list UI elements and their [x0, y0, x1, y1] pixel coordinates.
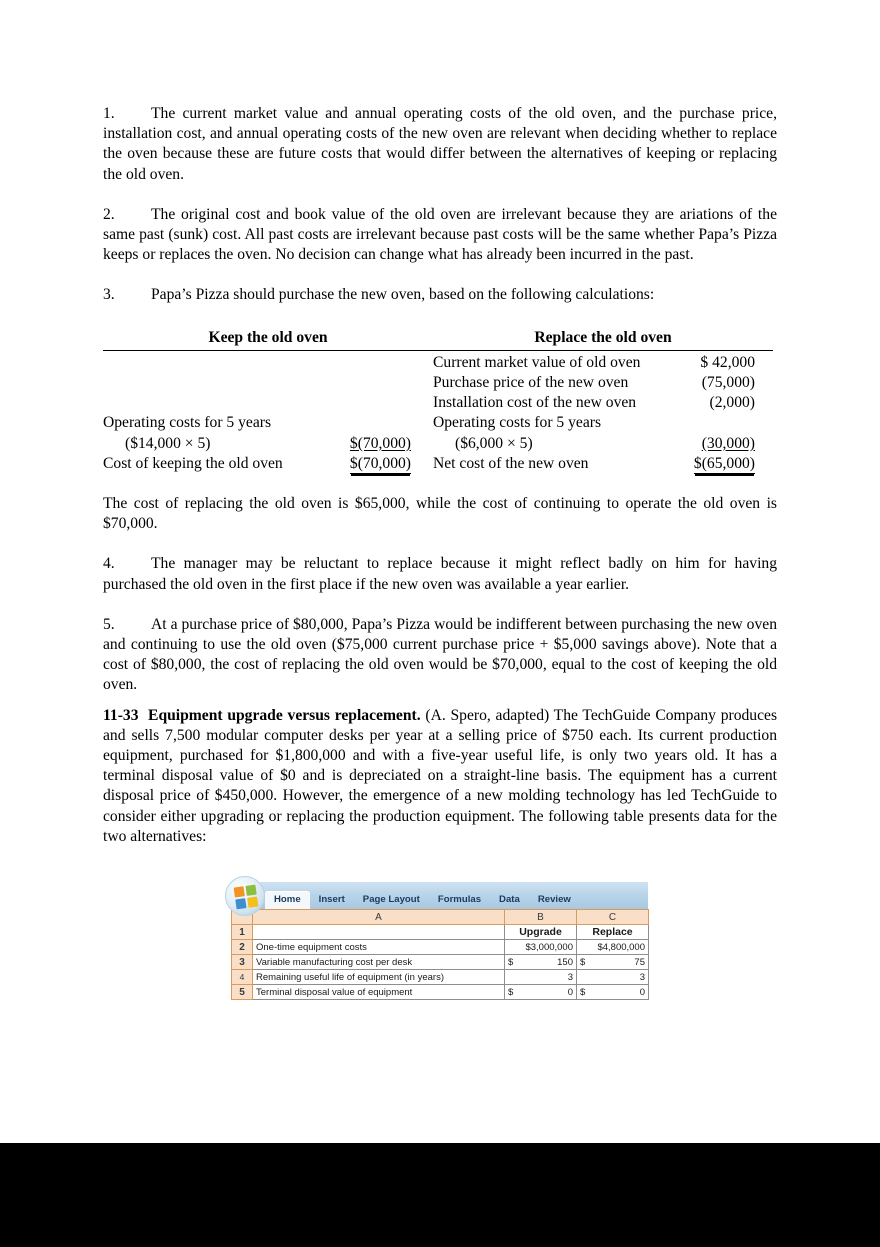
- summary-paragraph: The cost of replacing the old oven is $65,000, while the cost of continuing to operate the old oven is $70,000.: [103, 495, 777, 533]
- row-amount: $(70,000): [349, 434, 411, 452]
- paragraph-4-text: The manager may be reluctant to replace because it might reflect badly on him for having purchased the old oven in the first place if the new oven was available a year earlier.: [103, 555, 777, 593]
- cell-a4[interactable]: Remaining useful life of equipment (in years): [253, 970, 505, 985]
- comparison-header-row: [103, 328, 773, 348]
- table-row: [103, 413, 433, 433]
- row-label: Cost of keeping the old oven: [103, 454, 283, 472]
- problem-number: 11-33: [103, 706, 139, 724]
- cell-b2[interactable]: $3,000,000: [505, 940, 577, 955]
- table-row: [232, 955, 649, 970]
- cell-c5[interactable]: [577, 985, 649, 1000]
- table-row: [433, 434, 773, 454]
- paragraph-5-text: At a purchase price of $80,000, Papa’s Pizza would be indifferent between purchasing the new oven and continuing to use the old oven ($75,000 current purchase price + $5,000 savings above). Note that a cost of $80,000, the cost of replacing the old oven would be $70,000, equal to the cost of keeping the old oven.: [103, 615, 777, 694]
- tab-formulas[interactable]: Formulas: [437, 894, 482, 906]
- row-amount: (2,000): [709, 394, 755, 412]
- row-label: Installation cost of the new oven: [433, 394, 637, 412]
- row-header-1[interactable]: 1: [232, 925, 253, 940]
- column-header-replace: Replace the old oven: [534, 328, 672, 346]
- row-header-2[interactable]: 2: [232, 940, 253, 955]
- row-amount-total: $(70,000): [349, 454, 411, 472]
- table-row: [103, 434, 433, 454]
- row-amount-total: $(65,000): [693, 454, 755, 472]
- excel-grid: [231, 909, 649, 1000]
- tab-page-layout[interactable]: Page Layout: [362, 894, 420, 906]
- tab-insert[interactable]: Insert: [318, 894, 345, 906]
- paragraph-1-number: 1.: [103, 105, 115, 122]
- bottom-black-band: [0, 1143, 880, 1247]
- column-header-row: [232, 910, 649, 925]
- keep-column: [103, 353, 433, 474]
- table-rule: [103, 350, 773, 351]
- column-header-keep: Keep the old oven: [208, 328, 328, 346]
- table-row: [232, 940, 649, 955]
- paragraph-4: [103, 554, 777, 594]
- office-orb-squares: [234, 885, 259, 910]
- cell-b4[interactable]: [505, 970, 577, 985]
- row-label: Current market value of old oven: [433, 353, 641, 371]
- cell-b5[interactable]: [505, 985, 577, 1000]
- cell-a5[interactable]: Terminal disposal value of equipment: [253, 985, 505, 1000]
- spacer: [103, 595, 777, 615]
- paragraph-3-number: 3.: [103, 286, 115, 304]
- page-content: [103, 104, 777, 1000]
- spacer: [103, 185, 777, 205]
- cell-a1[interactable]: [253, 925, 505, 940]
- comparison-body: [103, 353, 773, 474]
- row-label: Net cost of the new oven: [433, 454, 589, 472]
- table-row: [232, 985, 649, 1000]
- cell-c4[interactable]: [577, 970, 649, 985]
- cell-b3[interactable]: [505, 955, 577, 970]
- row-label: ($14,000 × 5): [125, 434, 211, 452]
- table-row: [433, 353, 773, 373]
- problem-title: Equipment upgrade versus replacement.: [148, 706, 421, 724]
- paragraph-5-number: 5.: [103, 615, 115, 633]
- table-row: [232, 970, 649, 985]
- column-header-a[interactable]: A: [253, 910, 505, 925]
- paragraph-1: [103, 104, 777, 185]
- problem-body: (A. Spero, adapted) The TechGuide Company produces and sells 7,500 modular computer desks per year at a selling price of $750 each. Its current production equipment, purchased for $1,800,000 and with a five-year useful life, is only two years old. It has a terminal disposal value of $0 and is depreciated on a straight-line basis. The equipment has a current disposal price of $450,000. However, the emergence of a new molding technology has led TechGuide to consider either upgrading or replacing the production equipment. The following table presents data for the two alternatives:: [103, 706, 778, 845]
- cell-b4-value: 3: [567, 971, 573, 983]
- cell-b3-value: 150: [557, 956, 573, 968]
- row-label: Operating costs for 5 years: [103, 414, 272, 432]
- paragraph-4-number: 4.: [103, 555, 115, 573]
- cell-c3-value: 75: [634, 956, 645, 968]
- replace-column: [433, 353, 773, 474]
- tab-review[interactable]: Review: [537, 894, 571, 906]
- column-header-b[interactable]: B: [505, 910, 577, 925]
- table-row: [433, 373, 773, 393]
- table-row: [433, 454, 773, 474]
- paragraph-2: [103, 205, 777, 266]
- excel-ribbon: [231, 881, 648, 909]
- cell-a2[interactable]: One-time equipment costs: [253, 940, 505, 955]
- spacer-line: [103, 373, 433, 393]
- cell-c2[interactable]: $4,800,000: [577, 940, 649, 955]
- row-label: ($6,000 × 5): [455, 434, 533, 452]
- row-header-5[interactable]: 5: [232, 985, 253, 1000]
- spacer: [103, 265, 777, 285]
- problem-11-33: [103, 706, 777, 847]
- tab-home[interactable]: Home: [265, 891, 310, 909]
- keep-vs-replace-table: [103, 328, 773, 474]
- table-row: [232, 925, 649, 940]
- row-amount: (75,000): [701, 374, 755, 392]
- row-amount: (30,000): [701, 434, 755, 452]
- row-header-4[interactable]: 4: [232, 970, 253, 985]
- tab-data[interactable]: Data: [499, 894, 520, 906]
- cell-c1[interactable]: Replace: [577, 925, 649, 940]
- paragraph-5: [103, 615, 777, 696]
- row-amount: [663, 413, 773, 433]
- table-row: [433, 393, 773, 413]
- spacer: [103, 534, 777, 554]
- cell-c3-symbol: $: [580, 956, 586, 968]
- cell-b5-value: 0: [567, 986, 573, 998]
- cell-c5-value: 0: [639, 986, 645, 998]
- spacer: [103, 474, 777, 494]
- cell-c3[interactable]: [577, 955, 649, 970]
- paragraph-2-number: 2.: [103, 205, 115, 223]
- cell-b3-symbol: $: [508, 956, 514, 968]
- cell-b1[interactable]: Upgrade: [505, 925, 577, 940]
- row-label: Purchase price of the new oven: [433, 374, 629, 392]
- paragraph-2-text: The original cost and book value of the old oven are irrelevant because they are ariations of the same past (sunk) cost. All past costs are irrelevant because past costs will be the same whether Papa’s Pizza keeps or replaces the oven. No decision can change what has already been incurred in the past.: [103, 205, 777, 264]
- paragraph-3: [103, 285, 777, 305]
- row-amount: $ 42,000: [700, 353, 755, 371]
- spacer-line: [103, 393, 433, 413]
- paragraph-3-text: Papa’s Pizza should purchase the new oven, based on the following calculations:: [151, 286, 655, 304]
- spacer-line: [103, 353, 433, 373]
- cell-c4-value: 3: [639, 971, 645, 983]
- office-orb-icon[interactable]: [225, 876, 265, 916]
- row-label: Operating costs for 5 years: [433, 414, 602, 432]
- cell-b5-symbol: $: [508, 986, 514, 998]
- cell-a3[interactable]: Variable manufacturing cost per desk: [253, 955, 505, 970]
- row-header-3[interactable]: 3: [232, 955, 253, 970]
- spacer: [103, 696, 777, 706]
- table-row: [103, 454, 433, 474]
- column-header-c[interactable]: C: [577, 910, 649, 925]
- table-row: [433, 413, 773, 433]
- paragraph-1-text: The current market value and annual operating costs of the old oven, and the purchase price, installation cost, and annual operating costs of the new oven are relevant when deciding whether to replace the oven because these are future costs that would differ between the alternatives of keeping or replacing the old oven.: [103, 105, 777, 183]
- cell-c5-symbol: $: [580, 986, 586, 998]
- row-amount: [319, 413, 433, 433]
- excel-figure: [231, 881, 648, 1000]
